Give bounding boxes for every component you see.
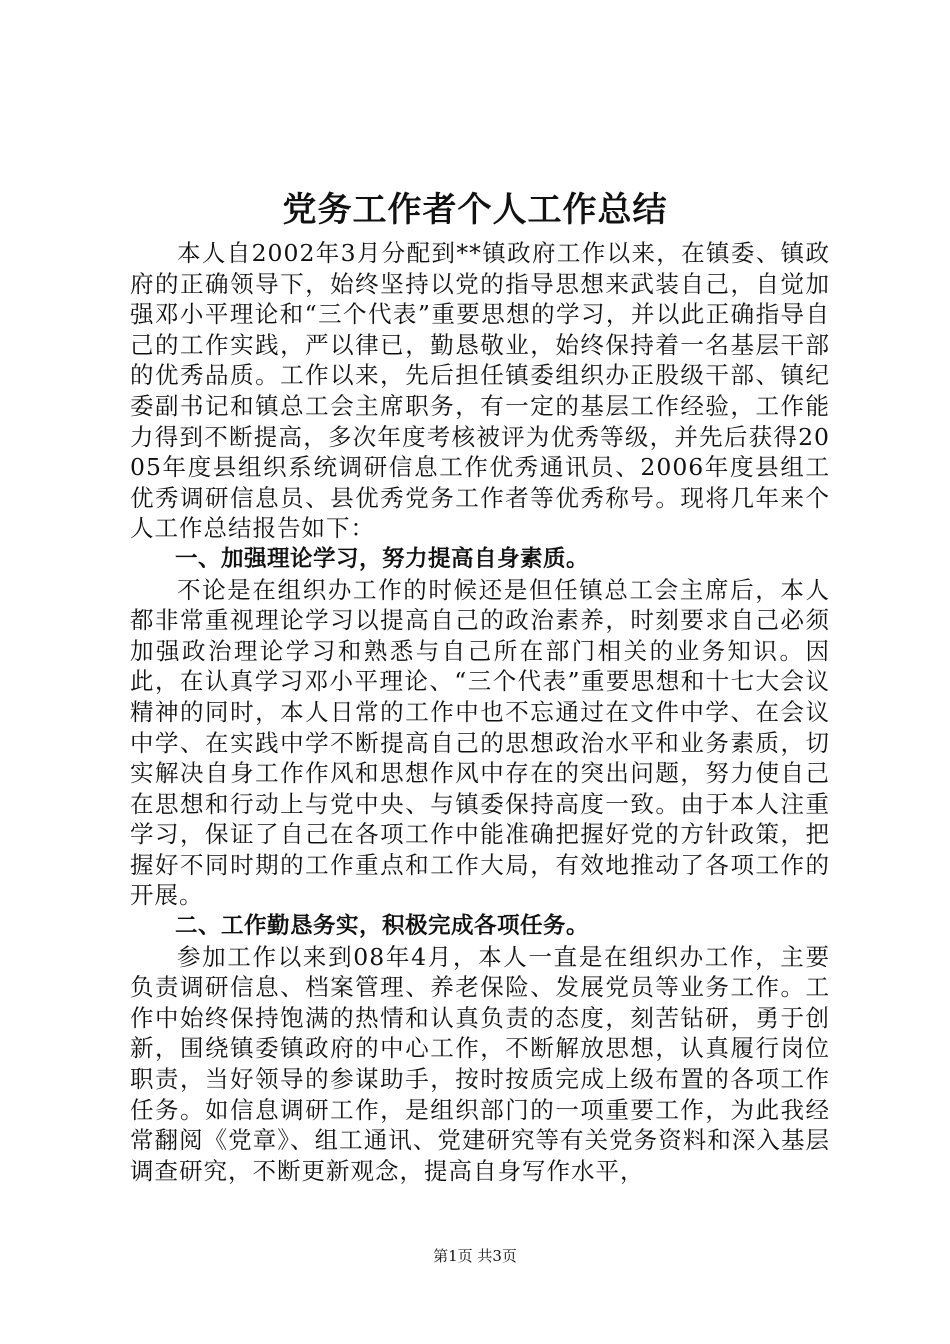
document-title: 党务工作者个人工作总结	[282, 190, 668, 230]
paragraph-intro: 本人自2002年3月分配到**镇政府工作以来，在镇委、镇政府的正确领导下，始终坚持以党的指导思想来武装自己，自觉加强邓小平理论和“三个代表”重要思想的学习，并以此正确指导自己的工作实践，严以律已，勤恳敬业，始终保持着一名基层干部的优秀品质。工作以来，先后担任镇委组织办正股级干部、镇纪委副书记和镇总工会主席职务，有一定的基层工作经验，工作能力得到不断提高，多次年度考核被评为优秀等级，并先后获得2005年度县组织系统调研信息工作优秀通讯员、2006年度县组工优秀调研信息员、县优秀党务工作者等优秀称号。现将几年来个人工作总结报告如下：	[130, 239, 830, 543]
section-heading-2: 二、工作勤恳务实，积极完成各项任务。	[175, 913, 590, 940]
paragraph-section-1: 不论是在组织办工作的时候还是但任镇总工会主席后，本人都非常重视理论学习以提高自己的政治素养，时刻要求自己必须加强政治理论学习和熟悉与自己所在部门相关的业务知识。因此，在认真学习邓小平理论、“三个代表”重要思想和十七大会议精神的同时，本人日常的工作中也不忘通过在文件中学、在会议中学、在实践中学不断提高自己的思想政治水平和业务素质，切实解决自身工作作风和思想作风中存在的突出问题，努力使自己在思想和行动上与党中央、与镇委保持高度一致。由于本人注重学习，保证了自己在各项工作中能准确把握好党的方针政策，把握好不同时期的工作重点和工作大局，有效地推动了各项工作的开展。	[130, 575, 830, 910]
paragraph-section-2: 参加工作以来到08年4月，本人一直是在组织办工作，主要负责调研信息、档案管理、养老保险、发展党员等业务工作。工作中始终保持饱满的热情和认真负责的态度，刻苦钻研，勇于创新，围绕镇委镇政府的中心工作，不断解放思想，认真履行岗位职责，当好领导的参谋助手，按时按质完成上级布置的各项工作任务。如信息调研工作，是组织部门的一项重要工作，为此我经常翻阅《党章》、组工通讯、党建研究等有关党务资料和深入基层调查研究，不断更新观念，提高自身写作水平，	[130, 942, 830, 1185]
section-heading-1: 一、加强理论学习，努力提高自身素质。	[175, 545, 590, 572]
page-number-footer: 第1页 共3页	[433, 1247, 517, 1265]
document-body	[130, 238, 830, 1186]
